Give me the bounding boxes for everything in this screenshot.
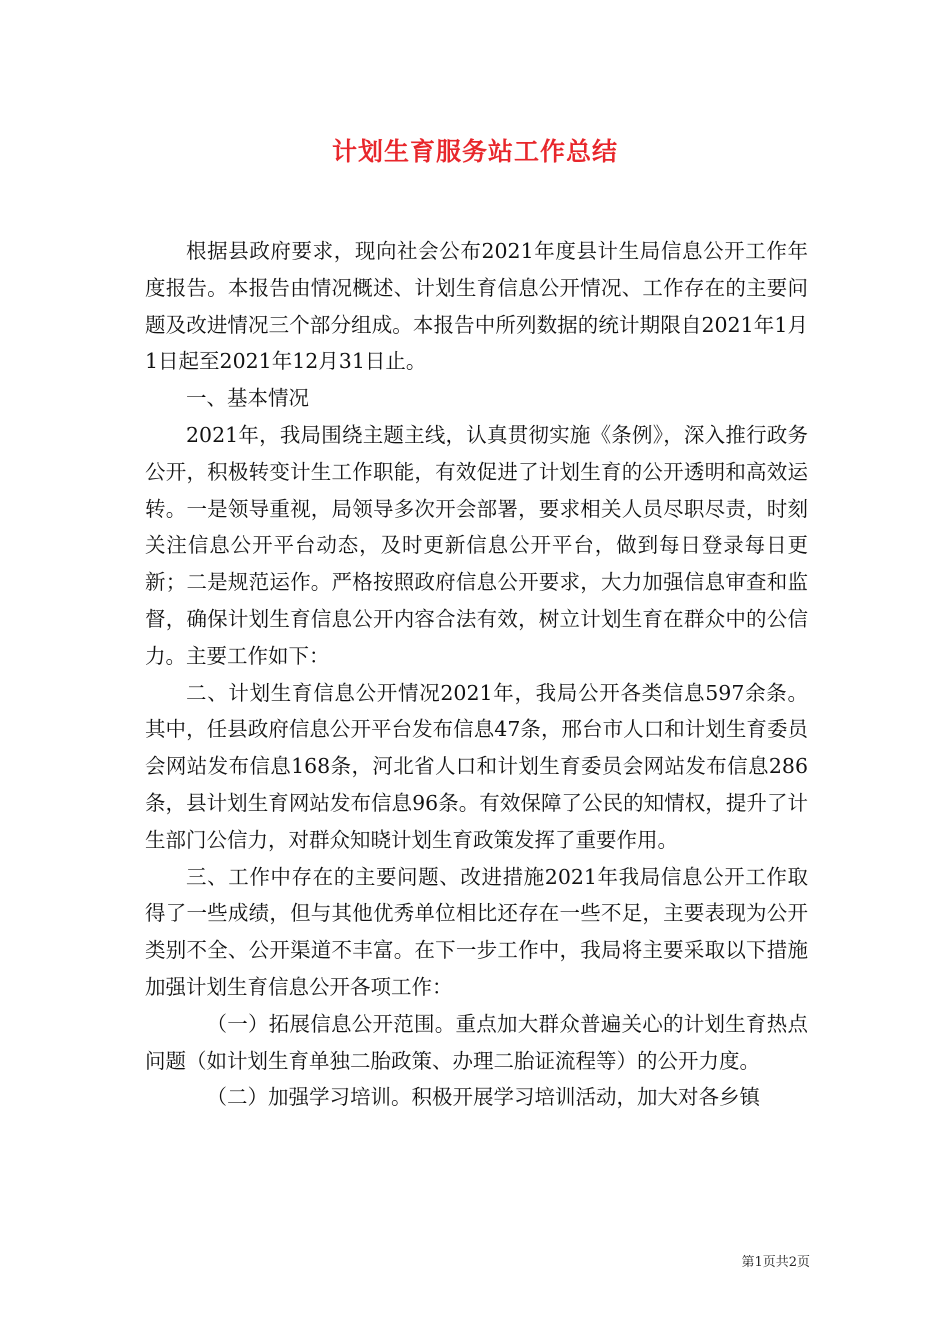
heading-basic-situation: 一、基本情况 [186, 386, 309, 411]
page-title: 计划生育服务站工作总结 [331, 137, 618, 166]
paragraph-basic-situation: 2021年，我局围绕主题主线，认真贯彻实施《条例》，深入推行政务公开，积极转变计生工作职能，有效促进了计划生育的公开透明和高效运转。一是领导重视，局领导多次开会部署，要求相关人员尽职尽责，时刻关注信息公开平台动态，及时更新信息公开平台，做到每日登录每日更新；二是规范运作。严格按照政府信息公开要求，大力加强信息审查和监督，确保计划生育信息公开内容合法有效，树立计划生育在群众中的公信力。主要工作如下： [145, 422, 808, 668]
paragraph-disclosure-status: 二、计划生育信息公开情况2021年，我局公开各类信息597余条。其中，任县政府信息公开平台发布信息47条，邢台市人口和计划生育委员会网站发布信息168条，河北省人口和计划生育委员会网站发布信息286条，县计划生育网站发布信息96条。有效保障了公民的知情权，提升了计生部门公信力，对群众知晓计划生育政策发挥了重要作用。 [145, 680, 808, 852]
paragraph-measure-2: （二）加强学习培训。积极开展学习培训活动，加大对各乡镇 [206, 1085, 760, 1110]
paragraph-measure-1: （一）拓展信息公开范围。重点加大群众普遍关心的计划生育热点问题（如计划生育单独二胎政策、办理二胎证流程等）的公开力度。 [145, 1011, 808, 1073]
page-indicator: 第1页共2页 [741, 1255, 810, 1270]
paragraph-intro: 根据县政府要求，现向社会公布2021年度县计生局信息公开工作年度报告。本报告由情况概述、计划生育信息公开情况、工作存在的主要问题及改进情况三个部分组成。本报告中所列数据的统计期限自2021年1月1日起至2021年12月31日止。 [145, 239, 808, 374]
document-body [145, 233, 808, 1116]
paragraph-problems-measures: 三、工作中存在的主要问题、改进措施2021年我局信息公开工作取得了一些成绩，但与其他优秀单位相比还存在一些不足，主要表现为公开类别不全、公开渠道不丰富。在下一步工作中，我局将主要采取以下措施加强计划生育信息公开各项工作： [145, 864, 808, 999]
